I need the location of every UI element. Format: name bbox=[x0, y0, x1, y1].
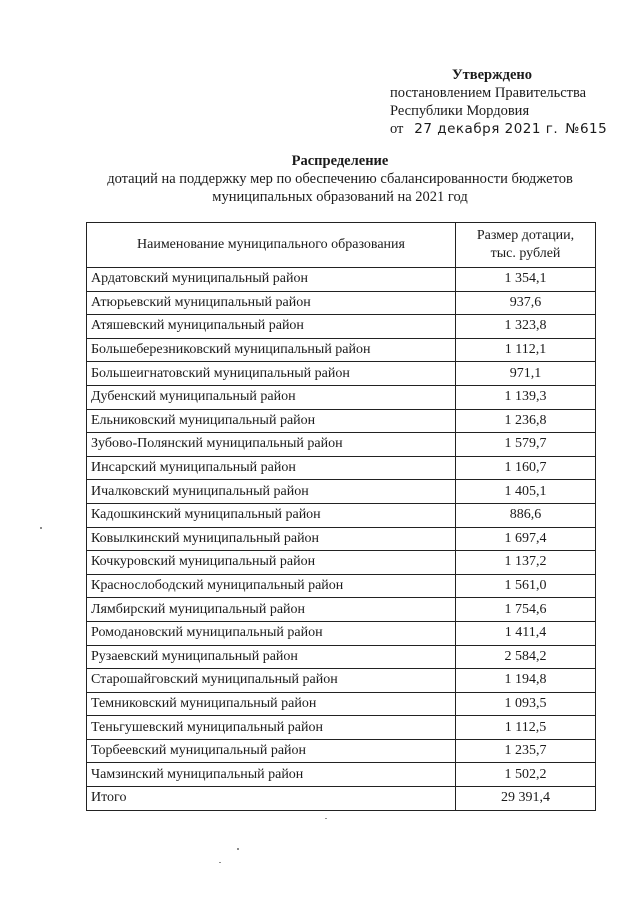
row-amount: 1 194,8 bbox=[456, 669, 596, 693]
row-amount: 886,6 bbox=[456, 503, 596, 527]
table-row bbox=[87, 362, 596, 386]
row-name: Теньгушевский муниципальный район bbox=[87, 716, 456, 740]
table-row bbox=[87, 433, 596, 457]
row-amount: 1 160,7 bbox=[456, 456, 596, 480]
row-name: Ардатовский муниципальный район bbox=[87, 268, 456, 292]
row-name: Инсарский муниципальный район bbox=[87, 456, 456, 480]
title-line-2: муниципальных образований на 2021 год bbox=[212, 189, 468, 205]
row-amount: 1 697,4 bbox=[456, 527, 596, 551]
scan-speck bbox=[219, 862, 221, 863]
approval-date-prefix: от bbox=[390, 121, 404, 137]
row-amount: 937,6 bbox=[456, 291, 596, 315]
row-amount: 971,1 bbox=[456, 362, 596, 386]
table-row bbox=[87, 291, 596, 315]
total-name: Итого bbox=[87, 787, 456, 811]
table-row bbox=[87, 739, 596, 763]
row-name: Большеигнатовский муниципальный район bbox=[87, 362, 456, 386]
approval-block bbox=[390, 66, 630, 138]
approval-number: №615 bbox=[565, 121, 608, 137]
row-amount: 1 112,5 bbox=[456, 716, 596, 740]
title-line-1: дотаций на поддержку мер по обеспечению сбалансированности бюджетов bbox=[107, 171, 573, 187]
total-amount: 29 391,4 bbox=[456, 787, 596, 811]
table-row bbox=[87, 338, 596, 362]
row-amount: 1 411,4 bbox=[456, 621, 596, 645]
row-name: Кадошкинский муниципальный район bbox=[87, 503, 456, 527]
row-amount: 1 137,2 bbox=[456, 551, 596, 575]
table-row bbox=[87, 268, 596, 292]
approval-heading: Утверждено bbox=[452, 67, 532, 83]
table-row bbox=[87, 645, 596, 669]
table-row bbox=[87, 315, 596, 339]
row-amount: 1 502,2 bbox=[456, 763, 596, 787]
table-row bbox=[87, 503, 596, 527]
scan-speck bbox=[237, 848, 239, 850]
row-amount: 1 579,7 bbox=[456, 433, 596, 457]
approval-date-value: 27 декабря 2021 г. bbox=[414, 121, 559, 137]
row-amount: 1 235,7 bbox=[456, 739, 596, 763]
title-main: Распределение bbox=[291, 153, 389, 169]
table-row bbox=[87, 621, 596, 645]
table-row bbox=[87, 574, 596, 598]
table-row bbox=[87, 551, 596, 575]
row-amount: 1 236,8 bbox=[456, 409, 596, 433]
table-row bbox=[87, 480, 596, 504]
table-row bbox=[87, 385, 596, 409]
row-amount: 1 093,5 bbox=[456, 692, 596, 716]
table-row bbox=[87, 716, 596, 740]
row-name: Дубенский муниципальный район bbox=[87, 385, 456, 409]
row-name: Старошайговский муниципальный район bbox=[87, 669, 456, 693]
scan-speck bbox=[40, 527, 42, 529]
row-name: Темниковский муниципальный район bbox=[87, 692, 456, 716]
row-amount: 1 561,0 bbox=[456, 574, 596, 598]
row-name: Большеберезниковский муниципальный район bbox=[87, 338, 456, 362]
table-row bbox=[87, 456, 596, 480]
row-name: Зубово-Полянский муниципальный район bbox=[87, 433, 456, 457]
row-name: Ковылкинский муниципальный район bbox=[87, 527, 456, 551]
table-row bbox=[87, 692, 596, 716]
table-row bbox=[87, 669, 596, 693]
header-amount-line-2: тыс. рублей bbox=[490, 246, 561, 261]
row-amount: 2 584,2 bbox=[456, 645, 596, 669]
row-name: Ельниковский муниципальный район bbox=[87, 409, 456, 433]
row-name: Атяшевский муниципальный район bbox=[87, 315, 456, 339]
row-name: Кочкуровский муниципальный район bbox=[87, 551, 456, 575]
row-name: Ичалковский муниципальный район bbox=[87, 480, 456, 504]
scan-speck bbox=[325, 818, 327, 819]
row-name: Атюрьевский муниципальный район bbox=[87, 291, 456, 315]
approval-date-line bbox=[390, 120, 630, 138]
header-name: Наименование муниципального образования bbox=[87, 223, 456, 268]
row-name: Чамзинский муниципальный район bbox=[87, 763, 456, 787]
row-amount: 1 754,6 bbox=[456, 598, 596, 622]
header-amount bbox=[456, 223, 596, 268]
row-amount: 1 354,1 bbox=[456, 268, 596, 292]
header-amount-line-1: Размер дотации, bbox=[476, 228, 575, 243]
distribution-table bbox=[86, 222, 596, 811]
row-amount: 1 139,3 bbox=[456, 385, 596, 409]
row-name: Лямбирский муниципальный район bbox=[87, 598, 456, 622]
table-row bbox=[87, 598, 596, 622]
document-title bbox=[70, 152, 610, 206]
row-name: Торбеевский муниципальный район bbox=[87, 739, 456, 763]
row-name: Краснослободский муниципальный район bbox=[87, 574, 456, 598]
row-name: Рузаевский муниципальный район bbox=[87, 645, 456, 669]
approval-line-2: Республики Мордовия bbox=[390, 103, 530, 119]
row-name: Ромодановский муниципальный район bbox=[87, 621, 456, 645]
row-amount: 1 323,8 bbox=[456, 315, 596, 339]
total-row bbox=[87, 787, 596, 811]
approval-line-1: постановлением Правительства bbox=[390, 85, 587, 101]
table-row bbox=[87, 763, 596, 787]
table-row bbox=[87, 409, 596, 433]
row-amount: 1 112,1 bbox=[456, 338, 596, 362]
table-header-row bbox=[87, 223, 596, 268]
table-row bbox=[87, 527, 596, 551]
row-amount: 1 405,1 bbox=[456, 480, 596, 504]
